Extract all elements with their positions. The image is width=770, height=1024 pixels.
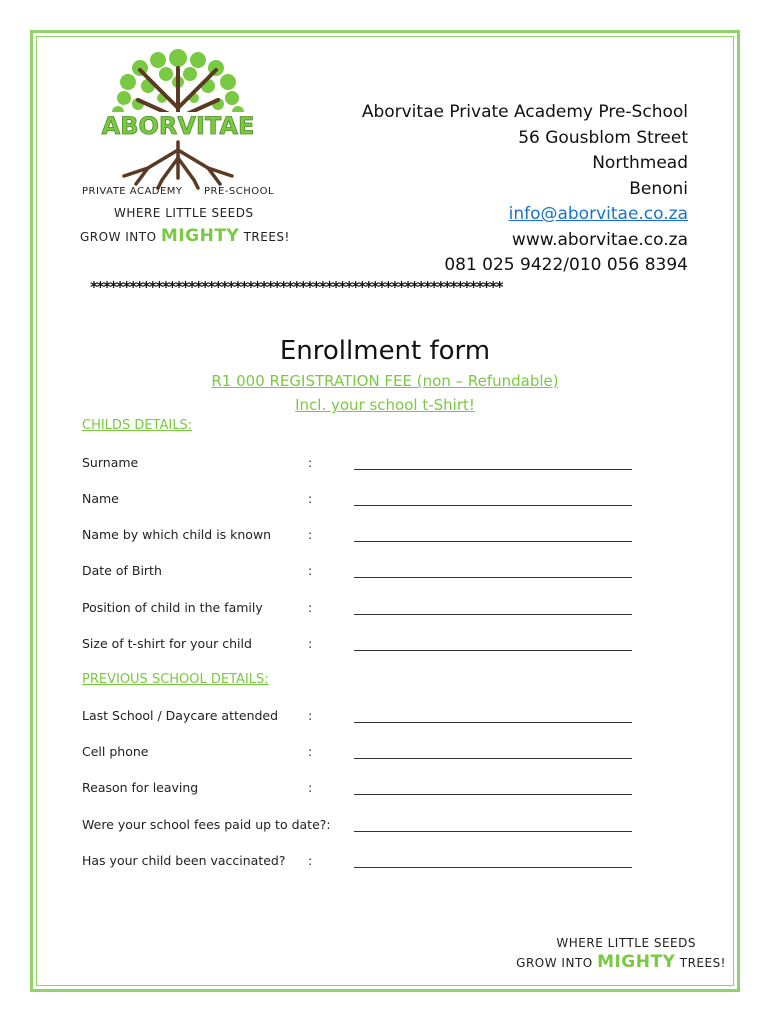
logo-tagline-mighty: MIGHTY — [160, 226, 240, 246]
field-colon: : — [308, 563, 313, 578]
logo-private-academy: PRIVATE ACADEMY — [82, 186, 183, 197]
field-label: Surname — [82, 455, 139, 470]
field-tshirt-size[interactable] — [82, 636, 642, 656]
field-label: Name by which child is known — [82, 527, 272, 542]
field-date-of-birth[interactable] — [82, 563, 642, 583]
footer-tagline-trees: TREES! — [679, 956, 726, 970]
phone-numbers: 081 025 9422/010 056 8394 — [444, 255, 688, 275]
suburb: Northmead — [592, 153, 688, 173]
field-blank-line[interactable] — [354, 722, 632, 723]
school-address-block — [362, 100, 688, 279]
field-colon: : — [308, 455, 313, 470]
separator-stars: *************************************************************** — [90, 278, 503, 296]
field-blank-line[interactable] — [354, 469, 632, 470]
field-colon: : — [308, 853, 313, 868]
registration-fee-note: R1 000 REGISTRATION FEE (non – Refundable) — [211, 372, 559, 390]
field-label: Date of Birth — [82, 563, 162, 578]
field-blank-line[interactable] — [354, 758, 632, 759]
field-colon: : — [308, 744, 313, 759]
logo-tagline-grow-into: GROW INTO — [80, 230, 157, 244]
childs-details-heading: CHILDS DETAILS: — [82, 418, 193, 433]
field-colon: : — [308, 636, 313, 651]
form-title: Enrollment form — [279, 336, 491, 366]
previous-school-heading: PREVIOUS SCHOOL DETAILS: — [82, 672, 269, 687]
tree-roots — [124, 142, 232, 188]
logo-name: ABORVITAE — [101, 112, 255, 140]
logo-pre-school: PRE-SCHOOL — [204, 186, 275, 197]
field-label: Size of t-shirt for your child — [82, 636, 252, 651]
footer-tagline — [516, 936, 726, 972]
field-known-as[interactable] — [82, 527, 642, 547]
field-colon: : — [308, 527, 313, 542]
field-label: Last School / Daycare attended — [82, 708, 279, 723]
field-colon: : — [308, 708, 313, 723]
field-blank-line[interactable] — [354, 867, 632, 868]
field-reason-for-leaving[interactable] — [82, 780, 642, 800]
field-label: Position of child in the family — [82, 600, 263, 615]
field-label: Reason for leaving — [82, 780, 199, 795]
footer-tagline-mighty: MIGHTY — [597, 952, 676, 972]
footer-tagline-line1: WHERE LITTLE SEEDS — [556, 936, 696, 950]
field-colon: : — [308, 780, 313, 795]
field-vaccinated[interactable] — [82, 853, 642, 873]
field-fees-paid[interactable] — [82, 817, 642, 837]
field-surname[interactable] — [82, 455, 642, 475]
field-blank-line[interactable] — [354, 650, 632, 651]
field-label: Cell phone — [82, 744, 149, 759]
field-blank-line[interactable] — [354, 505, 632, 506]
logo-tagline-trees: TREES! — [243, 230, 290, 244]
website: www.aborvitae.co.za — [511, 229, 688, 250]
field-label: Name — [82, 491, 119, 506]
field-blank-line[interactable] — [354, 831, 632, 832]
footer-tagline-grow-into: GROW INTO — [516, 956, 593, 970]
field-blank-line[interactable] — [354, 577, 632, 578]
city: Benoni — [629, 178, 688, 199]
field-label: Were your school fees paid up to date?: — [82, 817, 331, 832]
footer-tagline-line2 — [516, 952, 726, 972]
street-address: 56 Gousblom Street — [518, 127, 688, 148]
email-link[interactable]: info@aborvitae.co.za — [508, 204, 688, 224]
logo-tagline-line1: WHERE LITTLE SEEDS — [114, 206, 254, 220]
field-label: Has your child been vaccinated? — [82, 853, 286, 868]
field-cell-phone[interactable] — [82, 744, 642, 764]
tshirt-note: Incl. your school t-Shirt! — [295, 396, 475, 414]
field-family-position[interactable] — [82, 600, 642, 620]
field-last-school[interactable] — [82, 708, 642, 728]
field-blank-line[interactable] — [354, 794, 632, 795]
field-colon: : — [308, 600, 313, 615]
field-colon: : — [308, 491, 313, 506]
school-name: Aborvitae Private Academy Pre-School — [361, 102, 688, 122]
logo-tagline-line2 — [80, 226, 290, 246]
field-name[interactable] — [82, 491, 642, 511]
field-blank-line[interactable] — [354, 541, 632, 542]
logo-wordmark — [102, 112, 255, 140]
field-blank-line[interactable] — [354, 614, 632, 615]
